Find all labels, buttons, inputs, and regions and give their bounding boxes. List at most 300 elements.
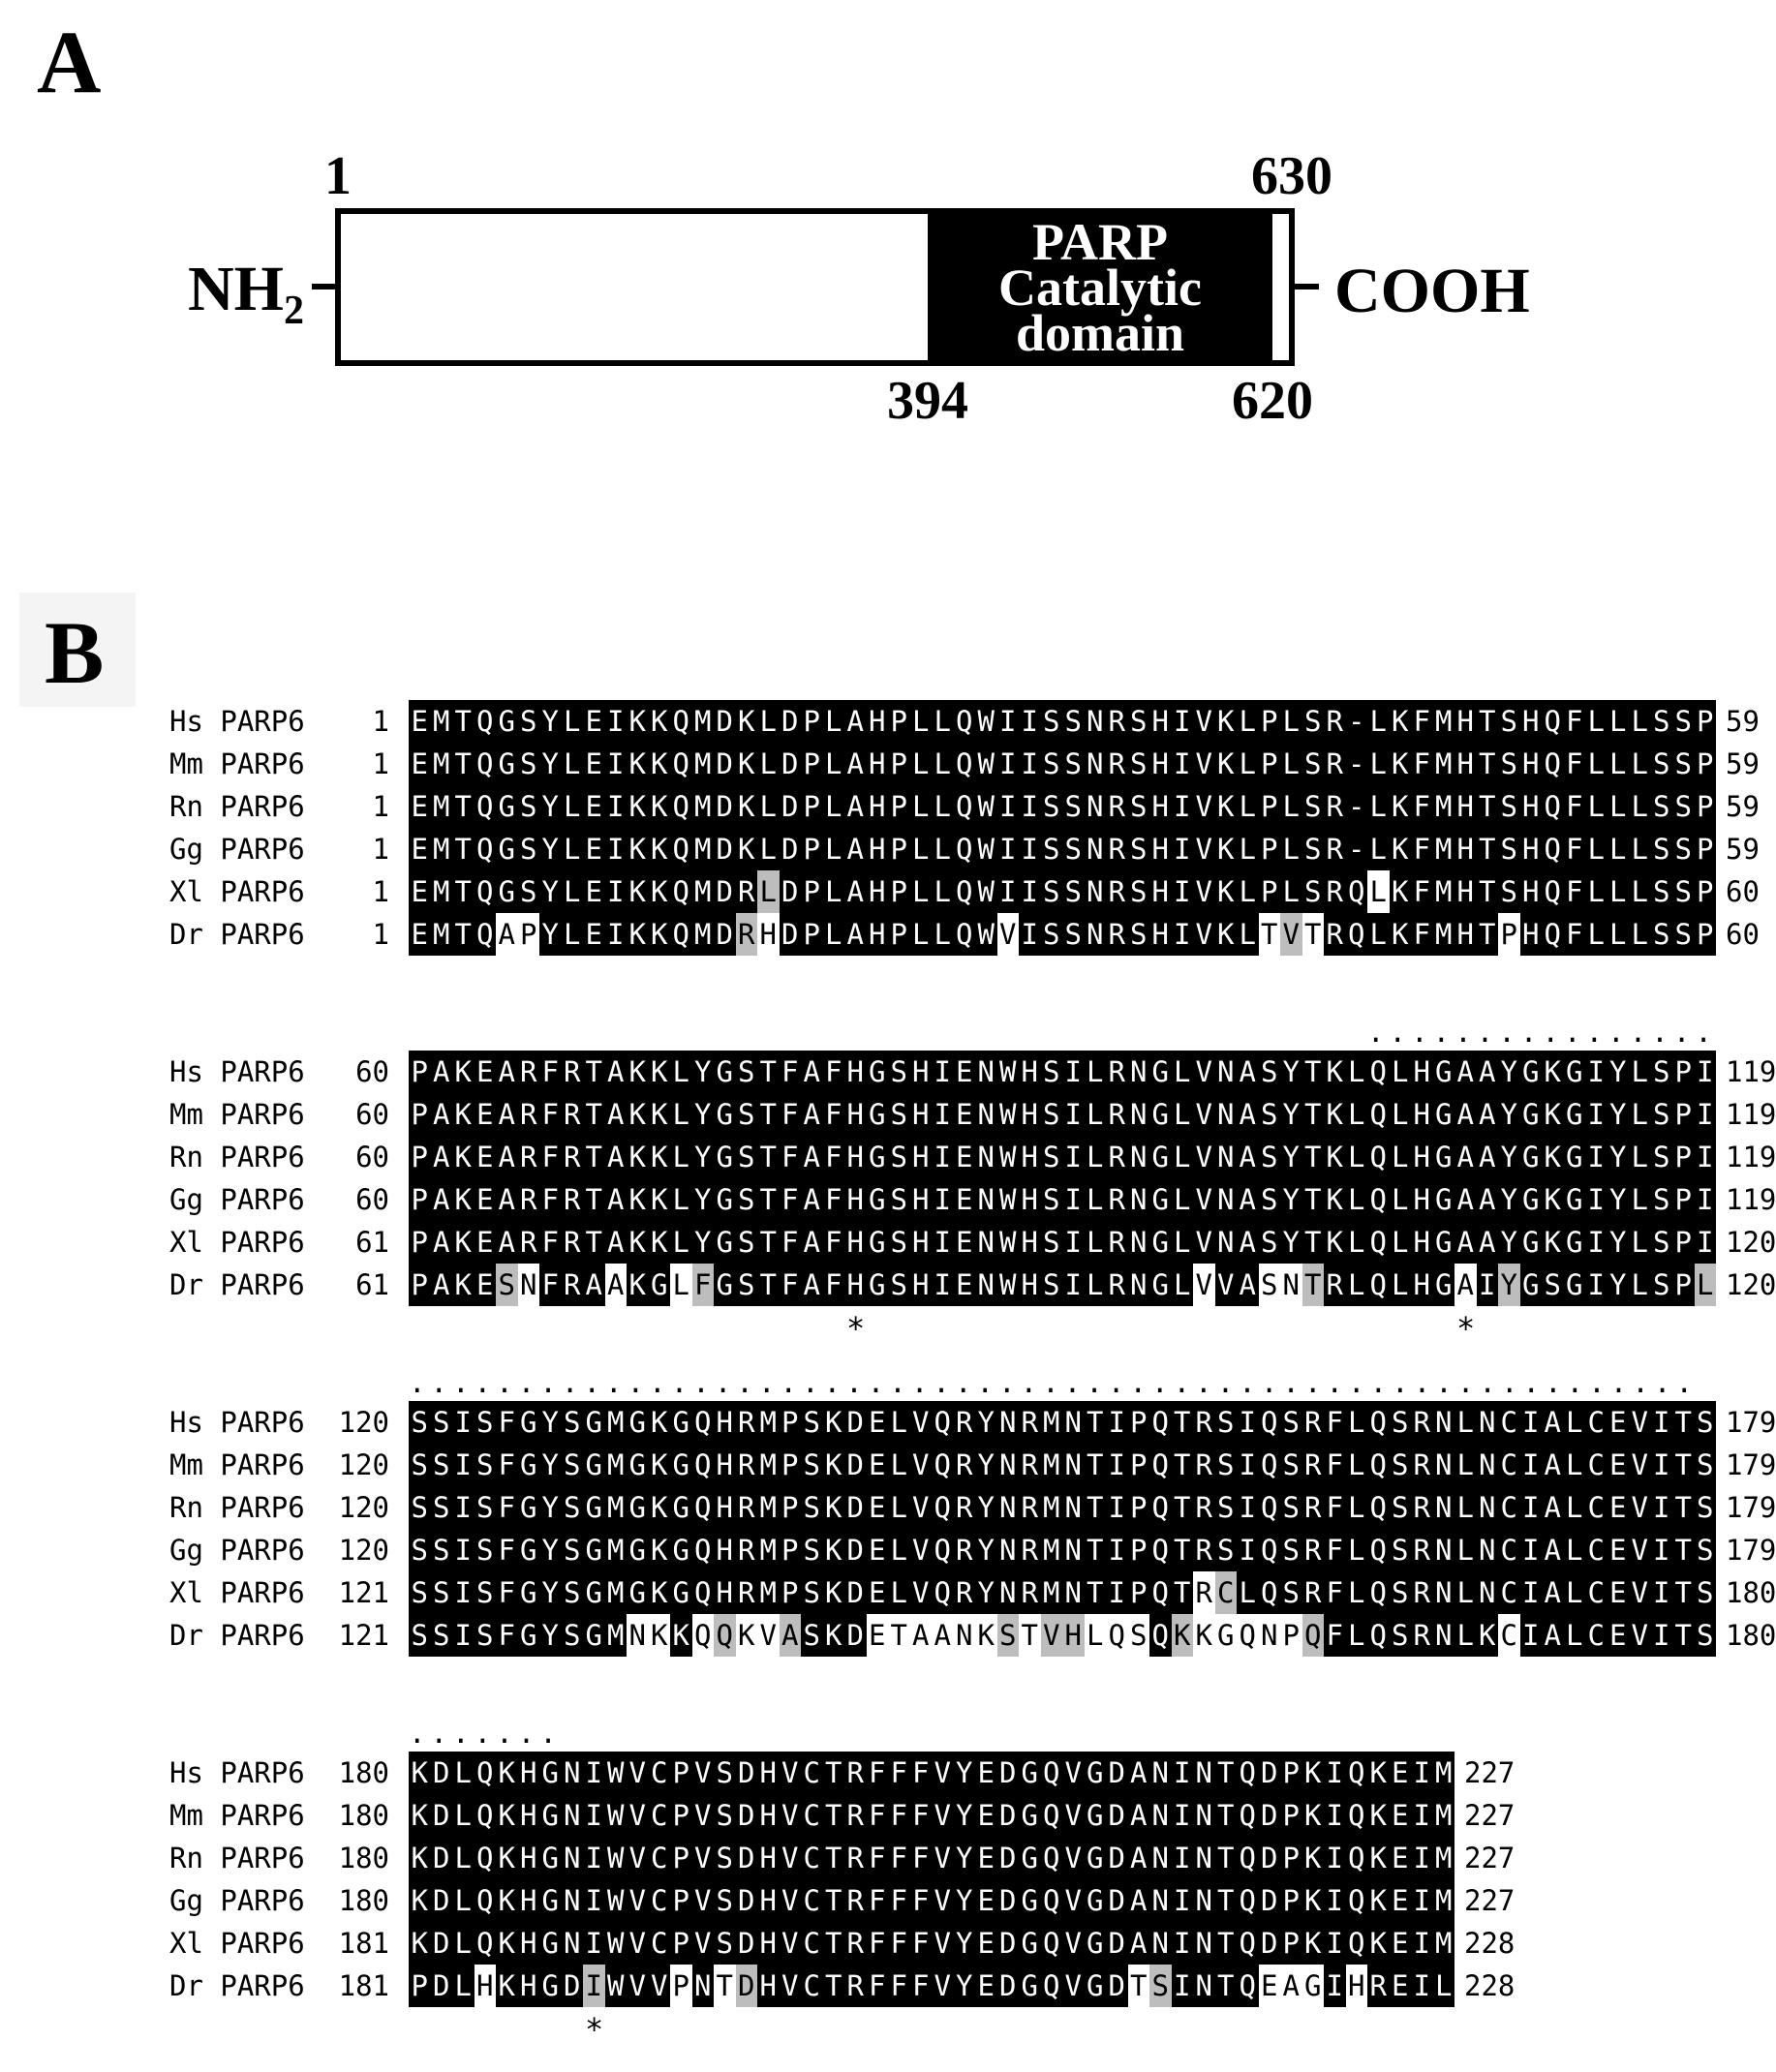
residue: H <box>1149 870 1172 913</box>
residue: C <box>1498 1614 1520 1657</box>
residue: N <box>1477 1401 1499 1444</box>
residue: L <box>670 1136 692 1178</box>
residue: H <box>1520 913 1543 956</box>
residue: S <box>475 1444 497 1486</box>
residue: Q <box>1346 913 1368 956</box>
residue: M <box>431 785 453 828</box>
residue: L <box>1585 913 1608 956</box>
residue: Q <box>954 828 976 870</box>
residue: E <box>954 1264 976 1306</box>
residue: L <box>1346 1221 1368 1264</box>
domain-end-label: 620 <box>1232 371 1313 431</box>
residue: N <box>997 1529 1020 1571</box>
residue: K <box>1390 828 1412 870</box>
residue: H <box>910 1221 933 1264</box>
residue: T <box>452 828 475 870</box>
residue: A <box>1128 1879 1150 1922</box>
residue: K <box>649 785 671 828</box>
residue: V <box>932 1965 954 2007</box>
residue: A <box>431 1264 453 1306</box>
residue: V <box>910 1444 933 1486</box>
residue: F <box>1411 828 1433 870</box>
residue: F <box>1324 1571 1346 1614</box>
residue: L <box>562 870 584 913</box>
residue: K <box>823 1486 845 1529</box>
sequence-row <box>409 1879 1454 1922</box>
residue: S <box>409 1401 431 1444</box>
residue: N <box>1433 1614 1455 1657</box>
residue: N <box>975 1264 997 1306</box>
start-position: 121 <box>338 1576 389 1609</box>
residue: S <box>736 1264 758 1306</box>
residue: P <box>1280 1614 1302 1657</box>
residue: G <box>714 1136 736 1178</box>
residue: R <box>1324 828 1346 870</box>
residue: T <box>1215 1879 1238 1922</box>
residue: K <box>627 700 649 743</box>
residue: L <box>452 1794 475 1837</box>
residue: I <box>583 1879 605 1922</box>
residue: T <box>823 1752 845 1794</box>
residue: G <box>1564 1136 1586 1178</box>
residue: E <box>867 1614 889 1657</box>
residue: P <box>518 913 540 956</box>
residue: T <box>1259 913 1281 956</box>
end-position: 120 <box>1726 1226 1776 1259</box>
residue: S <box>1651 785 1673 828</box>
residue: Y <box>692 1221 715 1264</box>
residue: H <box>867 700 889 743</box>
residue: V <box>910 1571 933 1614</box>
start-position: 60 <box>355 1183 389 1216</box>
residue: M <box>1433 785 1455 828</box>
residue: V <box>627 1837 649 1879</box>
residue: P <box>670 1922 692 1965</box>
residue: Y <box>539 1486 562 1529</box>
residue: G <box>1085 1965 1107 2007</box>
residue: G <box>670 1529 692 1571</box>
residue: S <box>1672 700 1695 743</box>
residue: C <box>1585 1571 1608 1614</box>
residue: G <box>539 1837 562 1879</box>
residue: N <box>997 1571 1020 1614</box>
residue: N <box>1085 700 1107 743</box>
residue: P <box>888 743 910 785</box>
residue: A <box>801 1136 823 1178</box>
residue: S <box>1498 700 1520 743</box>
residue: K <box>409 1837 431 1879</box>
residue: G <box>583 1444 605 1486</box>
residue: L <box>932 913 954 956</box>
residue: C <box>801 1965 823 2007</box>
residue: R <box>1019 1529 1041 1571</box>
residue: S <box>1695 1614 1717 1657</box>
conserved-site-asterisk: * <box>846 1310 866 1347</box>
residue: M <box>757 1529 780 1571</box>
residue: G <box>1564 1221 1586 1264</box>
residue: I <box>583 1922 605 1965</box>
residue: E <box>475 1093 497 1136</box>
residue: A <box>1237 1051 1259 1093</box>
residue: K <box>1302 1837 1325 1879</box>
end-position: 60 <box>1726 918 1760 951</box>
residue: F <box>1411 870 1433 913</box>
residue: H <box>1411 1221 1433 1264</box>
residue: K <box>1367 1794 1390 1837</box>
residue: N <box>1149 1837 1172 1879</box>
residue: R <box>844 1837 867 1879</box>
residue: L <box>910 700 933 743</box>
residue: N <box>1128 1264 1150 1306</box>
residue: R <box>954 1571 976 1614</box>
residue: D <box>1106 1794 1128 1837</box>
residue: Y <box>692 1051 715 1093</box>
residue: D <box>997 1922 1020 1965</box>
residue: G <box>714 1051 736 1093</box>
residue: N <box>1193 1965 1215 2007</box>
residue: Q <box>475 828 497 870</box>
residue: T <box>823 1794 845 1837</box>
residue: S <box>888 1093 910 1136</box>
start-position: 181 <box>338 1969 389 2002</box>
residue: S <box>801 1529 823 1571</box>
sequence-row <box>409 913 1716 956</box>
residue: Q <box>932 1444 954 1486</box>
residue: K <box>1324 1136 1346 1178</box>
residue: C <box>1585 1444 1608 1486</box>
residue: H <box>1019 1178 1041 1221</box>
residue: K <box>1390 700 1412 743</box>
residue: R <box>562 1136 584 1178</box>
residue: E <box>867 1529 889 1571</box>
residue: L <box>910 870 933 913</box>
residue: C <box>1215 1571 1238 1614</box>
residue: S <box>1695 1401 1717 1444</box>
residue: E <box>1608 1571 1630 1614</box>
residue: G <box>1520 1051 1543 1093</box>
residue: K <box>1390 785 1412 828</box>
residue: Q <box>1542 700 1564 743</box>
residue: E <box>975 1794 997 1837</box>
residue: T <box>1477 913 1499 956</box>
residue: L <box>757 870 780 913</box>
residue: Q <box>1367 1264 1390 1306</box>
residue: K <box>1215 700 1238 743</box>
residue: C <box>1585 1614 1608 1657</box>
residue: I <box>1411 1752 1433 1794</box>
residue: S <box>1695 1444 1717 1486</box>
sequence-row <box>409 1965 1454 2007</box>
residue: G <box>1019 1922 1041 1965</box>
residue: F <box>823 1178 845 1221</box>
residue: K <box>452 1051 475 1093</box>
end-position: 59 <box>1726 705 1760 738</box>
residue: L <box>1237 700 1259 743</box>
residue: D <box>1106 1879 1128 1922</box>
residue: G <box>670 1486 692 1529</box>
residue: R <box>1019 1444 1041 1486</box>
residue: I <box>1172 785 1194 828</box>
residue: I <box>1172 743 1194 785</box>
residue: K <box>649 913 671 956</box>
residue: G <box>1520 1136 1543 1178</box>
domain-label-line2: Catalytic <box>998 259 1202 317</box>
residue: M <box>1041 1486 1063 1529</box>
residue: L <box>1346 1444 1368 1486</box>
residue: S <box>518 743 540 785</box>
residue: R <box>844 1752 867 1794</box>
residue: A <box>1128 1794 1150 1837</box>
residue: L <box>562 700 584 743</box>
residue: V <box>1062 1752 1085 1794</box>
residue: V <box>1193 700 1215 743</box>
residue: Q <box>1259 1571 1281 1614</box>
residue: F <box>1564 828 1586 870</box>
residue: Q <box>1149 1444 1172 1486</box>
residue: S <box>888 1136 910 1178</box>
residue: L <box>670 1264 692 1306</box>
residue: Q <box>1259 1444 1281 1486</box>
residue: T <box>583 1093 605 1136</box>
residue: S <box>1302 785 1325 828</box>
residue: I <box>1062 1093 1085 1136</box>
residue: I <box>1172 870 1194 913</box>
residue: H <box>757 1965 780 2007</box>
residue: H <box>1411 1178 1433 1221</box>
residue: P <box>1128 1486 1150 1529</box>
residue: Q <box>1542 743 1564 785</box>
residue: L <box>562 785 584 828</box>
residue: N <box>1085 785 1107 828</box>
residue: L <box>1172 1093 1194 1136</box>
residue: L <box>1629 1136 1651 1178</box>
residue: Q <box>475 743 497 785</box>
residue: P <box>1695 785 1717 828</box>
sequence-row <box>409 1794 1454 1837</box>
residue: Q <box>1237 1922 1259 1965</box>
residue: K <box>1542 1093 1564 1136</box>
residue: D <box>844 1486 867 1529</box>
sequence-row <box>409 1614 1716 1657</box>
start-position: 61 <box>355 1268 389 1301</box>
residue: L <box>1085 1093 1107 1136</box>
residue: L <box>1564 1614 1586 1657</box>
residue: K <box>1302 1752 1325 1794</box>
residue: L <box>1564 1486 1586 1529</box>
residue: H <box>518 1752 540 1794</box>
residue: Q <box>670 913 692 956</box>
residue: G <box>539 1922 562 1965</box>
residue: I <box>932 1051 954 1093</box>
residue: I <box>1324 1837 1346 1879</box>
residue: M <box>431 870 453 913</box>
residue: H <box>910 1051 933 1093</box>
residue: N <box>1149 1922 1172 1965</box>
residue: S <box>1651 743 1673 785</box>
residue: H <box>1411 1136 1433 1178</box>
residue: K <box>1215 785 1238 828</box>
residue: K <box>649 1178 671 1221</box>
residue: K <box>1215 828 1238 870</box>
residue: T <box>1302 913 1325 956</box>
residue: M <box>431 700 453 743</box>
species-label: Gg PARP6 <box>169 1534 305 1567</box>
species-label: Rn PARP6 <box>169 1491 305 1524</box>
residue: G <box>714 1093 736 1136</box>
residue: G <box>518 1444 540 1486</box>
residue: R <box>1106 1136 1128 1178</box>
residue: Q <box>692 1401 715 1444</box>
residue: Q <box>670 828 692 870</box>
residue: R <box>562 1221 584 1264</box>
residue: Q <box>1041 1752 1063 1794</box>
residue: S <box>475 1486 497 1529</box>
residue: Y <box>539 785 562 828</box>
start-position: 1 <box>372 705 389 738</box>
conserved-site-asterisk: * <box>585 2011 604 2048</box>
sequence-row <box>409 1444 1716 1486</box>
residue: S <box>1128 1614 1150 1657</box>
residue: M <box>757 1444 780 1486</box>
residue: L <box>1454 1529 1477 1571</box>
residue: A <box>844 828 867 870</box>
residue: K <box>627 1178 649 1221</box>
residue: T <box>1215 1965 1238 2007</box>
residue: L <box>932 870 954 913</box>
residue: G <box>1302 1965 1325 2007</box>
end-position: 119 <box>1726 1183 1776 1216</box>
residue: N <box>692 1965 715 2007</box>
residue: S <box>431 1401 453 1444</box>
residue: H <box>757 1752 780 1794</box>
residue: I <box>1019 785 1041 828</box>
residue: G <box>539 1965 562 2007</box>
residue: C <box>1585 1486 1608 1529</box>
residue: Q <box>1367 1401 1390 1444</box>
domain-label-line1: PARP <box>1032 213 1168 271</box>
residue: M <box>1433 870 1455 913</box>
residue: G <box>583 1401 605 1444</box>
residue: M <box>605 1571 628 1614</box>
residue: G <box>1433 1178 1455 1221</box>
sequence-row <box>409 1178 1716 1221</box>
end-position: 228 <box>1464 1969 1516 2002</box>
residue: H <box>1520 870 1543 913</box>
residue: H <box>1520 743 1543 785</box>
residue: W <box>975 785 997 828</box>
residue: - <box>1346 700 1368 743</box>
residue: S <box>1651 870 1673 913</box>
residue: T <box>757 1264 780 1306</box>
residue: F <box>1411 913 1433 956</box>
residue: R <box>1302 1486 1325 1529</box>
c-terminus-label: COOH <box>1334 256 1530 326</box>
residue: L <box>1390 1093 1412 1136</box>
residue: I <box>1520 1444 1543 1486</box>
residue: R <box>562 1093 584 1136</box>
residue: I <box>583 1965 605 2007</box>
residue: K <box>649 1614 671 1657</box>
residue: M <box>692 743 715 785</box>
residue: Y <box>954 1794 976 1837</box>
residue: S <box>1651 1051 1673 1093</box>
residue: N <box>1215 1221 1238 1264</box>
residue: L <box>1433 1965 1455 2007</box>
residue: K <box>1367 1837 1390 1879</box>
residue: Q <box>475 1837 497 1879</box>
residue: N <box>1433 1529 1455 1571</box>
residue: Y <box>1608 1093 1630 1136</box>
end-position: 59 <box>1726 833 1760 866</box>
residue: F <box>910 1837 933 1879</box>
residue: C <box>1498 1529 1520 1571</box>
residue: K <box>670 1614 692 1657</box>
residue: W <box>975 828 997 870</box>
residue: A <box>605 1136 628 1178</box>
residue: A <box>431 1178 453 1221</box>
residue: Q <box>670 785 692 828</box>
residue: I <box>1172 1837 1194 1879</box>
residue: C <box>801 1922 823 1965</box>
residue: V <box>1193 828 1215 870</box>
residue: A <box>1454 1221 1477 1264</box>
residue: M <box>1433 828 1455 870</box>
residue: Q <box>1237 1752 1259 1794</box>
residue: Y <box>1280 1178 1302 1221</box>
species-label: Mm PARP6 <box>169 1448 305 1481</box>
residue: S <box>736 1136 758 1178</box>
residue: Q <box>1346 1837 1368 1879</box>
residue: L <box>1172 1264 1194 1306</box>
residue: F <box>539 1264 562 1306</box>
residue: D <box>780 913 802 956</box>
residue: S <box>1128 870 1150 913</box>
residue: T <box>1302 1136 1325 1178</box>
residue: V <box>1193 785 1215 828</box>
residue: T <box>452 700 475 743</box>
species-label: Xl PARP6 <box>169 875 305 908</box>
residue: L <box>757 785 780 828</box>
residue: D <box>1259 1879 1281 1922</box>
residue: A <box>780 1614 802 1657</box>
residue: T <box>1085 1486 1107 1529</box>
residue: A <box>1237 1221 1259 1264</box>
sequence-row <box>409 1571 1716 1614</box>
residue: S <box>409 1529 431 1571</box>
residue: K <box>409 1922 431 1965</box>
residue: V <box>1193 1136 1215 1178</box>
end-position: 179 <box>1726 1491 1776 1524</box>
residue: F <box>888 1922 910 1965</box>
residue: S <box>475 1529 497 1571</box>
residue: H <box>1454 870 1477 913</box>
residue: I <box>1019 700 1041 743</box>
residue: G <box>496 700 518 743</box>
residue: L <box>932 743 954 785</box>
residue: I <box>605 700 628 743</box>
residue: H <box>475 1965 497 2007</box>
residue: V <box>627 1922 649 1965</box>
residue: N <box>997 1486 1020 1529</box>
residue: G <box>1520 1221 1543 1264</box>
residue: H <box>714 1529 736 1571</box>
residue: S <box>1041 785 1063 828</box>
residue: Y <box>539 913 562 956</box>
residue: M <box>692 828 715 870</box>
start-position: 1 <box>372 790 389 823</box>
residue: N <box>1433 1486 1455 1529</box>
residue: Y <box>954 1752 976 1794</box>
